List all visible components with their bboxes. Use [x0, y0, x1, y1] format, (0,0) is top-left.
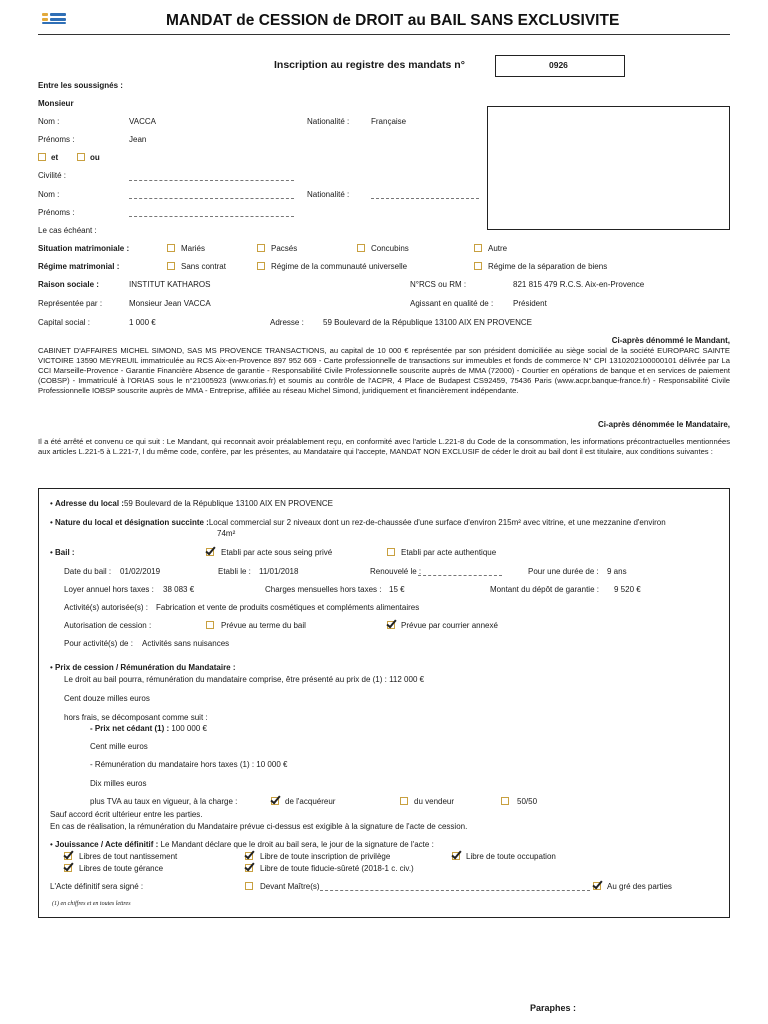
bail-date-value: 01/02/2019 [120, 567, 161, 576]
tva-vendeur-label: du vendeur [414, 797, 455, 806]
adresse-value: 59 Boulevard de la République 13100 AIX EN PROVENCE [323, 318, 533, 327]
bail-ssp-label: Etabli par acte sous seing privé [221, 548, 333, 557]
title-rule [38, 34, 730, 35]
qualite-label: Agissant en qualité de : [410, 299, 494, 308]
prix-remu: - Rémunération du mandataire hors taxes (1) : 10 000 € [90, 760, 288, 769]
depot-label: Montant du dépôt de garantie : [490, 585, 599, 594]
autorisation-courrier-checkbox[interactable] [387, 621, 395, 629]
prenoms2-field[interactable] [129, 216, 294, 217]
rcs-label: N°RCS ou RM : [410, 280, 467, 289]
prix-line1: Le droit au bail pourra, rémunération du mandataire comprise, être présenté au prix de (1) : 112 000 € [64, 675, 425, 684]
signe-gre-checkbox[interactable] [593, 882, 601, 890]
tva-label: plus TVA au taux en vigueur, à la charge : [90, 797, 238, 806]
ou-checkbox[interactable] [77, 153, 85, 161]
et-checkbox[interactable] [38, 153, 46, 161]
tva-acquereur-label: de l'acquéreur [285, 797, 336, 806]
prix-words2: Cent mille euros [90, 742, 148, 751]
jouissance-occupation-label: Libre de toute occupation [466, 852, 556, 861]
regime-communaute-checkbox[interactable] [257, 262, 265, 270]
loyer-label: Loyer annuel hors taxes : [64, 585, 154, 594]
local-nature-label: Nature du local et désignation succinte : [55, 518, 209, 527]
regime-separation-checkbox[interactable] [474, 262, 482, 270]
nom-value: VACCA [129, 117, 156, 126]
local-nature-line2: 74m² [217, 529, 236, 538]
monsieur-label: Monsieur [38, 99, 74, 108]
prix-net-row [90, 724, 207, 733]
regime-label: Régime matrimonial : [38, 262, 120, 271]
jouissance-label: Jouissance / Acte définitif : [55, 840, 159, 849]
intro-paragraph: Il a été arrêté et convenu ce qui suit : Le Mandant, qui reconnait avoir préalablement reçu, en conformité avec l'article L.221-8 du Code de la consommation, les informations précontractuelles mentionnées aux articles L.221-5 à L.221-7, l du même code, confère, par les présentes, au Mandataire qui l'accepte, MANDAT NON EXCLUSIF de céder le droit au bail dont il est titulaire, aux conditions suivantes : [38, 437, 730, 456]
jouissance-nantissement-label: Libres de tout nantissement [79, 852, 178, 861]
prix-words1: Cent douze milles euros [64, 694, 150, 703]
depot-value: 9 520 € [614, 585, 641, 594]
pour-activite-value: Activités sans nuisances [142, 639, 230, 648]
mandant-note: Ci-après dénommé le Mandant, [611, 336, 730, 345]
nom2-label: Nom : [38, 190, 60, 199]
prix-row: • Prix de cession / Rémunération du Mandataire : [50, 663, 236, 672]
nationalite2-label: Nationalité : [307, 190, 350, 199]
prix-realisation: En cas de réalisation, la rémunération du Mandataire prévue ci-dessus est exigible à la signature de l'acte de cession. [50, 822, 468, 831]
activite-label: Activité(s) autorisée(s) : [64, 603, 149, 612]
signe-maitre-field[interactable] [320, 890, 590, 891]
nationalite-label: Nationalité : [307, 117, 350, 126]
situation-pacses-label: Pacsés [271, 244, 298, 253]
prix-net-value: 100 000 € [171, 724, 207, 733]
cas-echeant-label: Le cas échéant : [38, 226, 97, 235]
qualite-value: Président [513, 299, 547, 308]
bail-duree-value: 9 ans [607, 567, 627, 576]
jouissance-text: Le Mandant déclare que le droit au bail sera, le jour de la signature de l'acte : [160, 840, 434, 849]
tva-vendeur-checkbox[interactable] [400, 797, 408, 805]
local-adresse-value: 59 Boulevard de la République 13100 AIX EN PROVENCE [123, 499, 333, 508]
bail-auth-checkbox[interactable] [387, 548, 395, 556]
jouissance-fiducie-label: Libre de toute fiducie-sûreté (2018-1 c. civ.) [260, 864, 414, 873]
registre-label: Inscription au registre des mandats n° [274, 59, 465, 71]
capital-label: Capital social : [38, 318, 91, 327]
jouissance-occupation-checkbox[interactable] [452, 852, 460, 860]
entre-label: Entre les soussignés : [38, 81, 123, 90]
jouissance-privilege-label: Libre de toute inscription de privilège [260, 852, 391, 861]
regime-sans-contrat-checkbox[interactable] [167, 262, 175, 270]
raison-label: Raison sociale : [38, 280, 99, 289]
prix-net-label: - Prix net cédant (1) : [90, 724, 170, 733]
prix-decompose: hors frais, se décomposant comme suit : [64, 713, 208, 722]
situation-autre-label: Autre [488, 244, 508, 253]
prenoms-label: Prénoms : [38, 135, 75, 144]
signe-gre-label: Au gré des parties [607, 882, 672, 891]
tva-5050-label: 50/50 [517, 797, 538, 806]
local-adresse-row: • Adresse du local :59 Boulevard de la République 13100 AIX EN PROVENCE [50, 499, 333, 508]
pour-activite-label: Pour activité(s) de : [64, 639, 133, 648]
bail-renouvele-label: Renouvelé le : [370, 567, 422, 576]
charges-value: 15 € [389, 585, 405, 594]
bail-auth-label: Etabli par acte authentique [401, 548, 497, 557]
situation-pacses-checkbox[interactable] [257, 244, 265, 252]
registre-number: 0926 [549, 60, 568, 70]
prix-words3: Dix milles euros [90, 779, 147, 788]
local-adresse-label: Adresse du local : [55, 499, 124, 508]
jouissance-nantissement-checkbox[interactable] [64, 852, 72, 860]
charges-label: Charges mensuelles hors taxes : [265, 585, 382, 594]
bail-label: Bail : [55, 548, 75, 557]
jouissance-fiducie-checkbox[interactable] [245, 864, 253, 872]
regime-sans-contrat-label: Sans contrat [181, 262, 226, 271]
nationalite-value: Française [371, 117, 407, 126]
raison-value: INSTITUT KATHAROS [129, 280, 211, 289]
footnote: (1) en chiffres et en toutes lettres [52, 901, 131, 907]
civilite-field[interactable] [129, 180, 294, 181]
jouissance-gerance-checkbox[interactable] [64, 864, 72, 872]
tva-5050-checkbox[interactable] [501, 797, 509, 805]
regime-separation-label: Régime de la séparation de biens [488, 262, 608, 271]
loyer-value: 38 083 € [163, 585, 195, 594]
prenoms2-label: Prénoms : [38, 208, 75, 217]
signe-maitre-checkbox[interactable] [245, 882, 253, 890]
cabinet-paragraph: CABINET D'AFFAIRES MICHEL SIMOND, SAS MS PROVENCE TRANSACTIONS, au capital de 10 000 € représentée par son président domiciliée au siège social de la société EUROPARC SAINTE VICTOIRE 13590 MEYREUIL immatriculée au RCS Aix-en-Provence 897 952 669 - Carte professionnelle de transactions sur immeubles et fonds de commerce N° CPI 1310202100000101 délivrée par La CCI Marseille-Provence - Garantie Financière Absence de garantie - Responsabilité Civile Professionnelle souscrite auprès de MMA (72000) - Courtier en opérations de banque et en services de paiement (COBSP) - Immatriculé à l'ORIAS sous le n°21005923 (www.orias.fr) et soumis au contrôle de l'ACPR, 4 Place de Budapest CS92459, 75436 Paris (www.acpr.banque-france.fr) - Responsabilité Civile Professionnelle IOBSP souscrite auprès de MMA - Entreprise, affiliée au réseau Michel Simond, juridiquement et financièrement indépendante. [38, 346, 730, 395]
situation-maries-label: Mariés [181, 244, 206, 253]
stamp-box [487, 106, 730, 230]
regime-communaute-label: Régime de la communauté universelle [271, 262, 408, 271]
bail-duree-label: Pour une durée de : [528, 567, 599, 576]
autorisation-label: Autorisation de cession : [64, 621, 152, 630]
capital-value: 1 000 € [129, 318, 156, 327]
situation-autre-checkbox[interactable] [474, 244, 482, 252]
rcs-value: 821 815 479 R.C.S. Aix-en-Provence [513, 280, 645, 289]
nom-label: Nom : [38, 117, 60, 126]
ou-label: ou [90, 153, 100, 162]
bail-row: • Bail : [50, 548, 75, 557]
signe-label: L'Acte définitif sera signé : [50, 882, 144, 891]
autorisation-terme-label: Prévue au terme du bail [221, 621, 306, 630]
paraphes-label: Paraphes : [530, 1003, 577, 1013]
local-nature-row: • Nature du local et désignation succinte :Local commercial sur 2 niveaux dont un rez-de-chaussée d'une surface d'environ 215m² avec vitrine, et une mezzanine d'environ [50, 518, 666, 527]
adresse-label: Adresse : [270, 318, 304, 327]
mandataire-note: Ci-après dénommée le Mandataire, [597, 420, 730, 429]
activite-value: Fabrication et vente de produits cosmétiques et compléments alimentaires [156, 603, 420, 612]
bail-ssp-checkbox[interactable] [206, 548, 214, 556]
tva-acquereur-checkbox[interactable] [271, 797, 279, 805]
autorisation-courrier-label: Prévue par courrier annexé [401, 621, 498, 630]
situation-maries-checkbox[interactable] [167, 244, 175, 252]
civilite-label: Civilité : [38, 171, 67, 180]
bail-etabli-value: 11/01/2018 [259, 567, 299, 576]
et-label: et [51, 153, 59, 162]
bail-renouvele-field[interactable] [418, 575, 502, 576]
brand-logo [42, 13, 68, 25]
jouissance-gerance-label: Libres de toute gérance [79, 864, 164, 873]
situation-concubins-label: Concubins [371, 244, 409, 253]
autorisation-terme-checkbox[interactable] [206, 621, 214, 629]
prenoms-value: Jean [129, 135, 147, 144]
represente-value: Monsieur Jean VACCA [129, 299, 211, 308]
bail-date-label: Date du bail : [64, 567, 112, 576]
situation-concubins-checkbox[interactable] [357, 244, 365, 252]
bail-etabli-label: Etabli le : [218, 567, 251, 576]
nom2-field[interactable] [129, 198, 294, 199]
nationalite2-field[interactable] [371, 198, 479, 199]
jouissance-row: • Jouissance / Acte définitif : Le Mandant déclare que le droit au bail sera, le jour de la signature de l'acte : [50, 840, 434, 849]
jouissance-privilege-checkbox[interactable] [245, 852, 253, 860]
signe-maitre-label: Devant Maître(s) [260, 882, 320, 891]
represente-label: Représentée par : [38, 299, 103, 308]
prix-label: Prix de cession / Rémunération du Mandataire : [55, 663, 236, 672]
prix-accord: Sauf accord écrit ultérieur entre les parties. [50, 810, 203, 819]
page-title: MANDAT de CESSION de DROIT au BAIL SANS EXCLUSIVITE [166, 12, 620, 29]
situation-label: Situation matrimoniale : [38, 244, 130, 253]
local-nature-line1: Local commercial sur 2 niveaux dont un rez-de-chaussée d'une surface d'environ 215m² avec vitrine, et une mezzanine d'environ [208, 518, 666, 527]
